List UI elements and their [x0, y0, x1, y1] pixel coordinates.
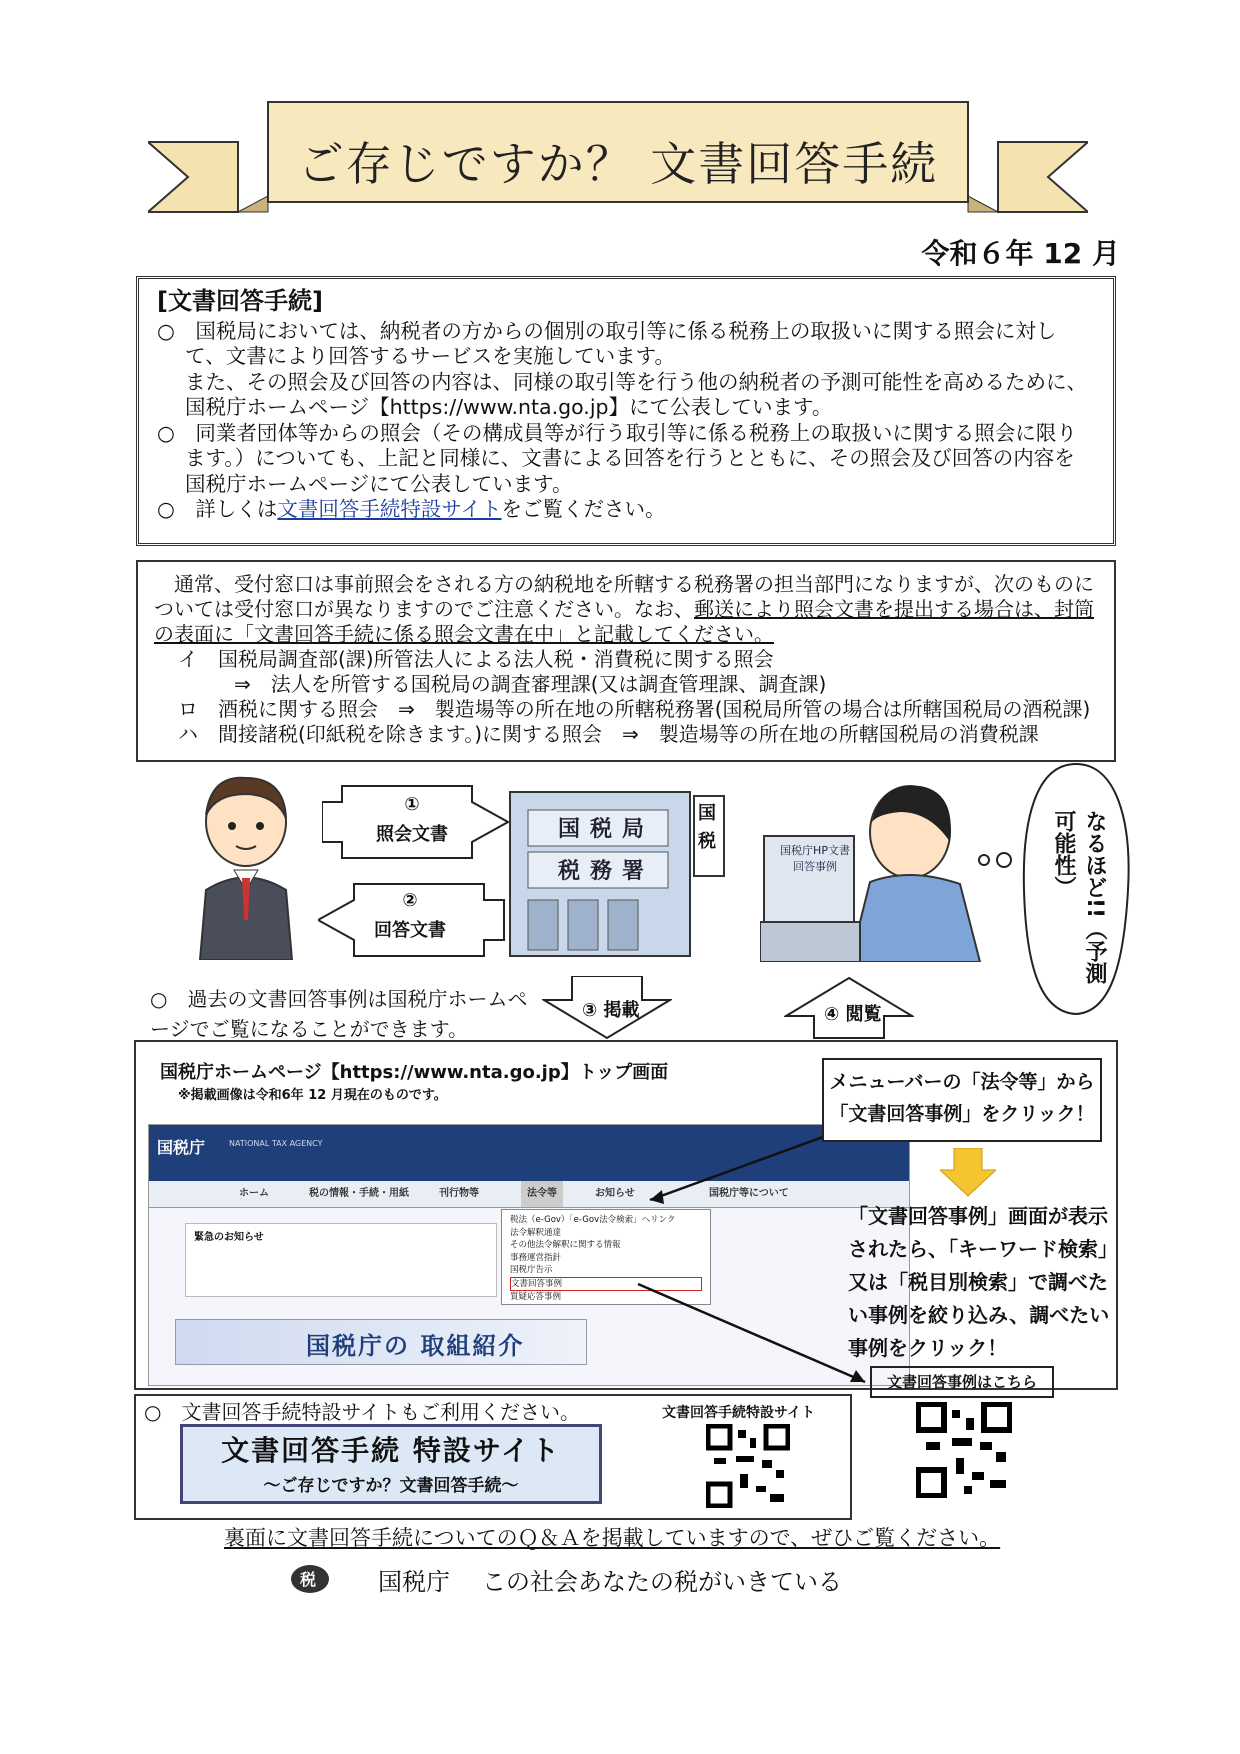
title-banner	[148, 100, 1088, 220]
tax-logo-text: 税	[300, 1570, 317, 1589]
notice-intro	[154, 572, 1098, 647]
nav-about[interactable]: 国税庁等について	[709, 1188, 789, 1199]
examples-qr-code[interactable]	[916, 1402, 1012, 1498]
initiatives-banner-text: 国税庁の 取組紹介	[306, 1332, 525, 1360]
list-item: ⇒ 法人を所管する国税局の調査審理課(又は調査管理課、調査課)	[234, 672, 827, 696]
special-site-text: ○ 文書回答手続特設サイトもご利用ください。	[144, 1400, 581, 1424]
special-site-button-subtitle: ～ご存じですか？文書回答手続～	[263, 1476, 519, 1496]
menu-item[interactable]: その他法令解釈に関する情報	[510, 1240, 621, 1250]
paragraph-3	[157, 497, 1095, 523]
building-label-bureau: 国税局	[558, 817, 655, 842]
menu-item[interactable]: 事務運営指針	[510, 1252, 562, 1263]
homepage-note: ※掲載画像は令和6年 12 月現在のものです。	[178, 1088, 447, 1103]
monitor-text: 国税庁HP文書回答事例	[780, 844, 850, 873]
list-item: イ 国税局調査部(課)所管法人による法人税・消費税に関する照会	[178, 647, 774, 671]
text: 通常、受付窓口は事前照会をされる方の納税地を所轄する税務署の担当部門になりますが、次のものについては受付窓口が異なりますのでご注意ください。なお、	[154, 572, 1094, 621]
menu-item[interactable]: 国税庁告示	[510, 1265, 553, 1275]
bullet: ○	[157, 420, 175, 445]
down-arrow-icon	[940, 1148, 996, 1198]
back-page-note: 裏面に文書回答手続についてのＱ＆Ａを掲載していますので、ぜひご覧ください。	[224, 1526, 1001, 1550]
paragraph-1b: また、その照会及び回答の内容は、同様の取引等を行う他の納税者の予測可能性を高めるために、国税庁ホームページ【https://www.nta.go.jp】にて公表しています。	[185, 369, 1087, 419]
pointer-arrows	[560, 1120, 890, 1410]
section-heading: [文書回答手続]	[157, 287, 323, 315]
callout-box: メニューバーの「法令等」から「文書回答事例」をクリック！	[822, 1058, 1102, 1142]
paragraph-2	[157, 421, 1095, 498]
site-logo: 国税庁	[157, 1138, 206, 1157]
step-number: ②	[402, 890, 418, 911]
reception-notice	[136, 560, 1116, 762]
underlined-text: 郵送により照会文書を提出する場合は、封筒の表面に「文書回答手続に係る照会文書在中」と記載してください。	[154, 597, 1094, 646]
building-sign: 国税	[698, 803, 716, 852]
text: 国税局においては、納税者の方からの個別の取引等に係る税務上の取扱いに関する照会に対して、文書により回答するサービスを実施しています。	[185, 318, 1057, 368]
text: 同業者団体等からの照会（その構成員等が行う取引等に係る税務上の取扱いに関する照会に限ります。）についても、上記と同様に、文書による回答を行うとともに、その照会及び回答の内容を国税庁ホームページにて公表しています。	[185, 420, 1077, 496]
step-text: 照会文書	[376, 824, 448, 845]
issue-date: 令和６年 12 月	[921, 237, 1120, 270]
special-site-qr-code[interactable]	[706, 1424, 790, 1508]
paragraph-1	[157, 319, 1095, 370]
page-title: ご存じですか？ 文書回答手続	[297, 137, 939, 191]
special-site-link[interactable]: 文書回答手続特設サイト	[277, 497, 502, 521]
step4-label: ④ 閲覧	[824, 1004, 882, 1025]
homepage-title: 国税庁ホームページ【https://www.nta.go.jp】トップ画面	[160, 1062, 669, 1083]
alert-title: 緊急のお知らせ	[194, 1232, 264, 1243]
bubble-dots	[978, 850, 1014, 870]
nav-home[interactable]: ホーム	[239, 1188, 269, 1199]
list-item: ハ 間接諸税(印紙税を除きます。)に関する照会 ⇒ 製造場等の所在地の所轄国税局の消費税課	[178, 722, 1039, 746]
step-text: 回答文書	[374, 920, 446, 941]
menu-item[interactable]: 税法（e-Gov）「e-Gov法令検索」へリンク	[510, 1215, 676, 1225]
menu-item[interactable]: 法令解釈通達	[510, 1227, 562, 1238]
special-site-button-title: 文書回答手続 特設サイト	[221, 1434, 561, 1467]
nav-tax-info[interactable]: 税の情報・手続・用紙	[309, 1188, 409, 1199]
footer-slogan: この社会あなたの税がいきている	[482, 1568, 842, 1596]
nav-news[interactable]: お知らせ	[595, 1188, 635, 1199]
footer-agency: 国税庁	[378, 1568, 450, 1596]
step1-label	[352, 790, 472, 850]
alert-box	[185, 1223, 497, 1297]
examples-note: ○ 過去の文書回答事例は国税庁ホームページでご覧になることができます。	[150, 987, 528, 1041]
nav-laws[interactable]: 法令等	[521, 1181, 563, 1207]
building-label-office: 税務署	[558, 859, 655, 884]
tax-logo-icon	[290, 1564, 330, 1594]
step-number: ①	[404, 794, 420, 815]
special-site-button[interactable]	[180, 1424, 602, 1504]
step2-label	[350, 886, 470, 946]
bullet: ○	[157, 497, 175, 521]
menu-item-document-answers[interactable]: 文書回答事例	[510, 1277, 702, 1292]
search-instructions: 「文書回答事例」画面が表示されたら、「キーワード検索」又は「税目別検索」で調べたい事例を絞り込み、調べたい事例をクリック！	[848, 1204, 1118, 1360]
special-site-qr-label: 文書回答手続特設サイト	[662, 1405, 816, 1421]
taxpayer-illustration	[186, 770, 306, 960]
menu-item[interactable]: 質疑応答事例	[510, 1292, 562, 1302]
text: をご覧ください。	[501, 497, 666, 521]
nav-publications[interactable]: 刊行物等	[439, 1188, 479, 1199]
examples-qr-label[interactable]: 文書回答事例はこちら	[870, 1366, 1054, 1398]
text: 詳しくは	[195, 497, 278, 521]
site-logo-en: NATIONAL TAX AGENCY	[229, 1139, 323, 1148]
bullet: ○	[157, 318, 175, 343]
bubble-text: なるほど!!（予測可能性）	[1051, 810, 1107, 985]
procedure-overview	[136, 276, 1116, 546]
initiatives-banner[interactable]	[175, 1319, 587, 1365]
step3-label: ③ 掲載	[582, 1000, 640, 1021]
list-item: ロ 酒税に関する照会 ⇒ 製造場等の所在地の所轄税務署(国税局所管の場合は所轄国税局の酒税課)	[178, 697, 1091, 721]
